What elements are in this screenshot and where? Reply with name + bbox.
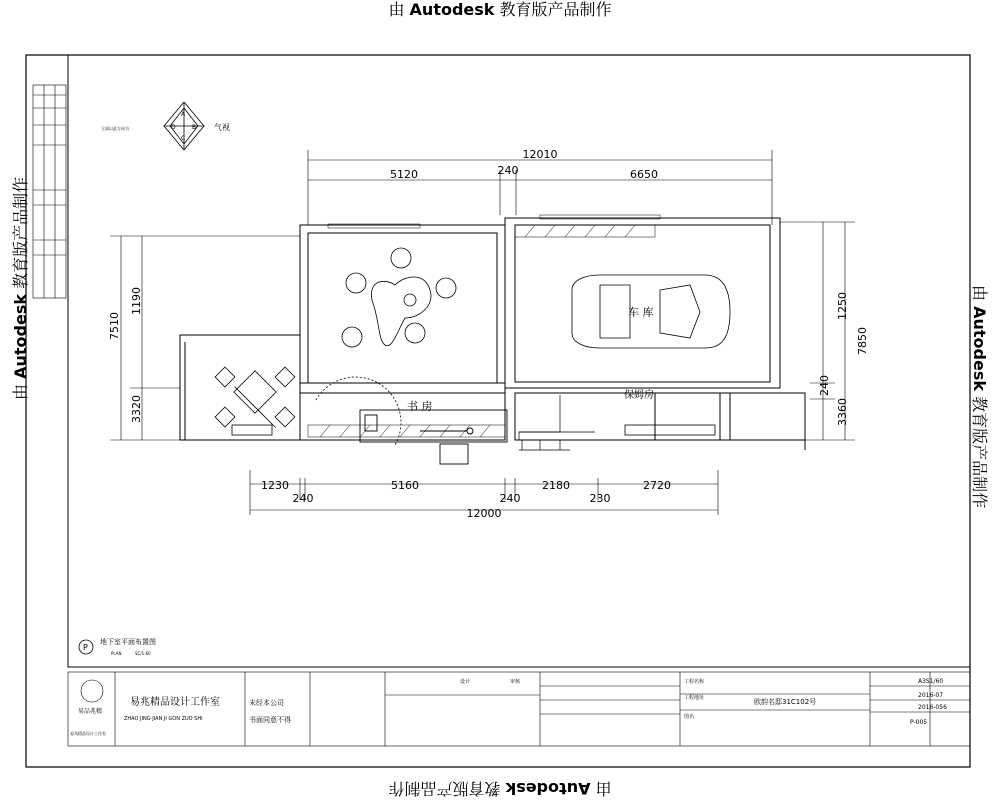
dim-top-mid: 240	[497, 164, 519, 177]
logo-sub: 易兆精品设计工作室	[70, 731, 106, 736]
top-dimensions	[308, 150, 772, 225]
dim-top-right: 6650	[630, 168, 658, 181]
dim-bottom-c: 2180	[542, 479, 570, 492]
dim-top-total: 12010	[522, 148, 558, 161]
unauth-notice-2: 书面同意不得	[249, 716, 291, 724]
design-col: 设计	[460, 679, 471, 685]
watermark-left: 由 Autodesk 教育版产品制作	[11, 176, 30, 400]
compass-left-text: 立面以此方向为	[101, 126, 129, 131]
compass-symbol	[164, 102, 204, 150]
compass-letter-b: B	[192, 124, 197, 131]
tea-set	[342, 248, 456, 347]
watermark-right: 由 Autodesk 教育版产品制作	[970, 285, 989, 509]
dim-right-upper: 1250	[836, 292, 849, 320]
studio-name-en: ZHAO JING JIAN JI GON ZUO SHI	[124, 716, 203, 722]
balcony-table-set	[215, 367, 295, 435]
dim-right-total: 7850	[856, 327, 869, 355]
plan-sub-right: SC/1:60	[135, 651, 151, 656]
dim-bottom-b: 5160	[391, 479, 419, 492]
compass-letter-a: A	[181, 111, 186, 118]
dim-left-upper: 1190	[130, 287, 143, 315]
dim-bottom-e: 240	[292, 492, 314, 505]
sheet-date: 2016-07	[918, 692, 944, 699]
revision-strip	[33, 85, 66, 298]
unauth-notice: 未经本公司	[249, 699, 284, 707]
sheet-scale: A3S1/60	[918, 678, 944, 685]
room-label-nanny: 保姆房	[624, 390, 654, 401]
compass-right-text: 气视	[214, 123, 230, 132]
dim-left-total: 7510	[108, 312, 121, 340]
studio-name: 易兆精品设计工作室	[130, 697, 220, 708]
stairs	[519, 395, 595, 450]
dim-right-mid: 240	[818, 375, 831, 396]
plan-badge-letter: P	[83, 643, 88, 652]
dim-bottom-d: 2720	[643, 479, 671, 492]
room-label-study: 书 房	[407, 400, 433, 413]
compass-letter-c: C	[181, 135, 186, 142]
sheet-page: P-005	[910, 719, 928, 726]
sheet-border	[26, 55, 970, 767]
studio-logo	[81, 680, 103, 702]
plan-title: 地下室平面布置图	[100, 638, 156, 646]
study-furniture	[316, 377, 401, 445]
dim-top-left: 5120	[390, 168, 418, 181]
project-label-2: 工程地址	[684, 695, 705, 701]
compass-letter-d: D	[171, 124, 176, 131]
dim-bottom-g: 230	[589, 492, 611, 505]
sheet-label: 图名	[684, 714, 695, 720]
room-label-garage: 车 库	[628, 306, 654, 319]
plan-sub-left: PLAN	[111, 651, 122, 656]
check-col: 审核	[510, 679, 521, 685]
watermark-top: 由 Autodesk 教育版产品制作	[388, 0, 612, 19]
dim-right-lower: 3360	[836, 398, 849, 426]
project-name: 欧韵名邸31C102号	[754, 698, 817, 706]
nanny-bed	[625, 425, 715, 435]
dim-bottom-f: 240	[499, 492, 521, 505]
drawing-frame	[68, 55, 970, 667]
watermark-bottom: 由 Autodesk 教育版产品制作	[388, 779, 612, 798]
logo-text: 易品兆精	[78, 708, 103, 715]
dim-left-lower: 3320	[130, 395, 143, 423]
windows	[308, 215, 660, 437]
sheet-number: 2016-056	[918, 704, 947, 711]
project-label: 工程名称	[684, 679, 705, 685]
dim-bottom-total: 12000	[466, 507, 502, 520]
walls	[180, 218, 805, 450]
dim-bottom-a: 1230	[261, 479, 289, 492]
